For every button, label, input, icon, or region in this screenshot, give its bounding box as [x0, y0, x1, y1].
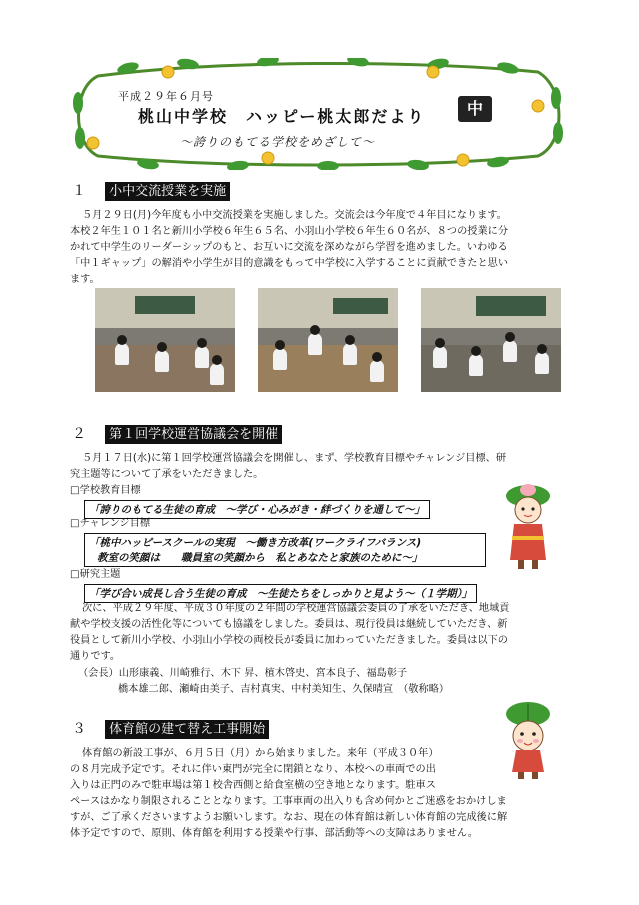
section-3-line: 入りは正門のみで駐車場は第１校舎西側と給食室横の空き地となります。駐車ス — [70, 780, 436, 791]
section-1-line: ます。 — [70, 274, 100, 285]
classroom-photo-2 — [258, 288, 398, 392]
section-2-number: ２ — [72, 426, 86, 442]
classroom-photo-3 — [421, 288, 561, 392]
section-3-line: の８月完成予定です。それに伴い東門が完全に閉鎖となり、本校への車両での出 — [70, 764, 436, 775]
section-3-line: ペースはかなり制限されることとなります。工事車両の出入りも含め何かとご迷惑をおかけしま — [70, 796, 507, 807]
section-2-heading — [72, 423, 282, 443]
section-2-title: 第１回学校運営協議会を開催 — [105, 425, 282, 444]
section-2-line: 通りです。 — [70, 651, 121, 662]
section-3-line: すが、ご了承くださいますようお願いします。なお、現在の体育館は新しい体育館の完成後に解 — [70, 812, 508, 823]
section-1-line: 本校２年生１０１名と新川小学校６年生６５名、小羽山小学校６年生６０名が、８つの授業に分 — [70, 226, 509, 237]
section-1-body — [70, 208, 570, 288]
section-3-title: 体育館の建て替え工事開始 — [105, 720, 269, 739]
peach-mascot-icon — [500, 700, 556, 780]
section-2-intro — [70, 451, 570, 483]
section-2-line: 役員として新川小学校、小羽山小学校の両校長が委員に加わっていただきました。委員は以下の — [70, 635, 508, 646]
momotaro-mascot-icon — [498, 480, 558, 572]
challenge-goal-line: 「桃中ハッピースクールの実現 ～働き方改革(ワークライフバランス) — [89, 537, 422, 549]
challenge-goal-line: 教室の笑顔は 職員室の笑顔から 私とあなたと家族のために～」 — [97, 552, 423, 564]
newsletter-title: 桃山中学校 ハッピー桃太郎だより — [138, 107, 426, 126]
section-1-line: ５月２９日(月)今年度も小中交流授業を実施しました。交流会は今年度で４年目になります。 — [82, 210, 507, 221]
challenge-goal-box — [84, 533, 486, 567]
classroom-photo-1 — [95, 288, 235, 392]
school-logo: 中 — [458, 96, 492, 122]
section-1-line: 「中１ギャップ」の解消や小学生が目的意識をもって中学校に入学することに貢献できたと思い — [70, 258, 509, 269]
section-1-line: かれて中学生のリーダーシップのもと、お互いに交流を深めながら学習を進めました。いわゆる — [70, 242, 508, 253]
section-1-number: １ — [72, 183, 86, 199]
school-goal-text: 「誇りのもてる生徒の育成 ～学び・心みがき・絆づくりを通して～」 — [84, 500, 430, 519]
section-3-line: 体育館の新設工事が、６月５日（月）から始まりました。来年（平成３０年） — [82, 748, 439, 759]
research-theme-label: □研究主題 — [70, 569, 121, 580]
section-2-body — [70, 601, 570, 665]
issue-date: 平成２９年６月号 — [118, 90, 214, 103]
section-3-line: 体予定ですので、原則、体育館を利用する授業や行事、部活動等への支障はありません。 — [70, 828, 478, 839]
section-1-title: 小中交流授業を実施 — [105, 182, 230, 201]
committee-members-line: （会長）山形康義、川崎雅行、木下 昇、植木啓史、宮本良子、福島彰子 — [78, 668, 408, 679]
section-3-heading — [72, 718, 269, 738]
section-3-number: ３ — [72, 721, 86, 737]
section-2-line: 献や学校支援の活性化等についても協議をしました。委員は、現行役員は継続していただき、新 — [70, 619, 508, 630]
section-1-heading — [72, 180, 230, 200]
section-2-line: 次に、平成２９年度、平成３０年度の２年間の学校運営協議会委員の了承をいただき、地域貢 — [82, 603, 510, 614]
section-2-intro-line: ５月１７日(水)に第１回学校運営協議会を開催し、まず、学校教育目標やチャレンジ目標、研 — [82, 453, 507, 464]
research-theme-text: 「学び合い成長し合う生徒の育成 ～生徒たちをしっかりと見よう～（１学期）」 — [84, 584, 477, 603]
newsletter-subtitle: ～誇りのもてる学校をめざして～ — [180, 135, 376, 149]
section-2-intro-line: 究主題等について了承をいただきました。 — [70, 469, 264, 480]
challenge-goal-label: □チャレンジ目標 — [70, 518, 151, 529]
school-goal-label: □学校教育目標 — [70, 485, 141, 496]
committee-members-line: 橋本雄二郎、瀬崎由美子、吉村真実、中村美知生、久保晴宣 （敬称略） — [118, 684, 450, 695]
